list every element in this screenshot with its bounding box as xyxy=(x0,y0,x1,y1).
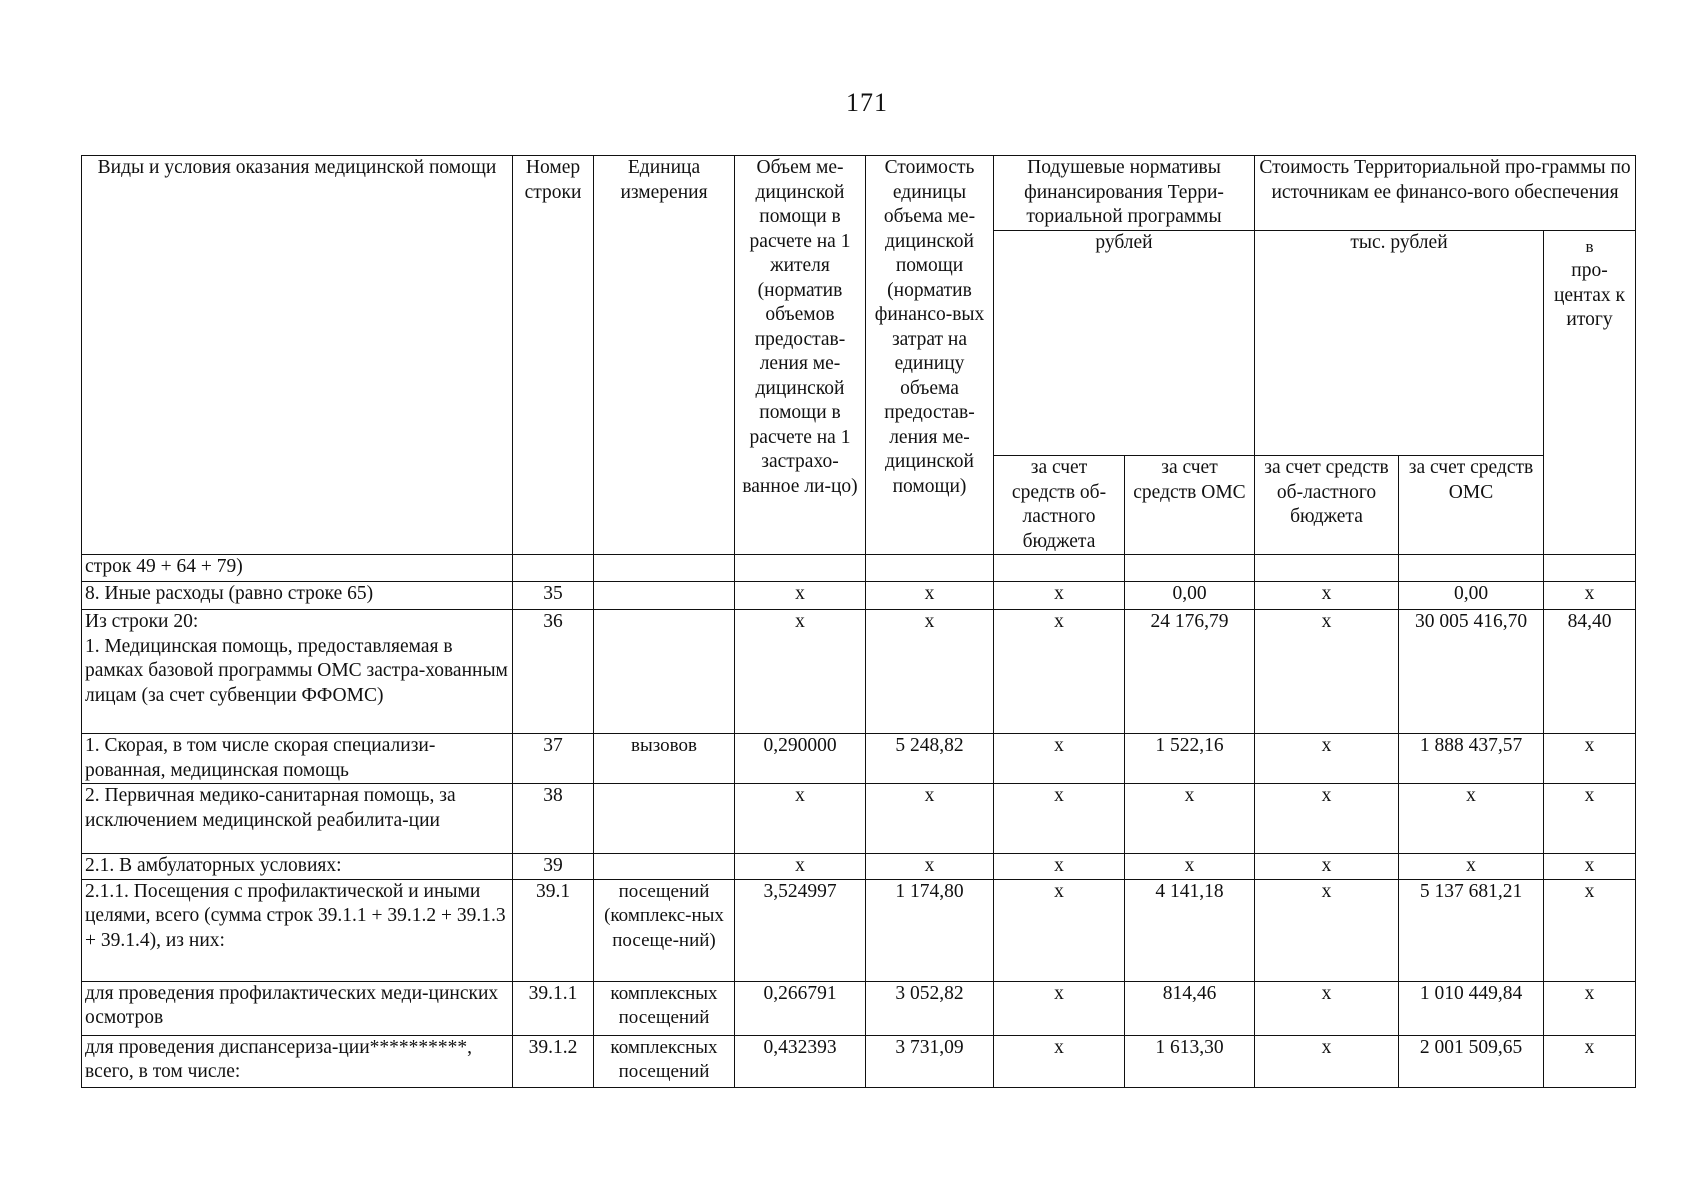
cell-percent: х xyxy=(1544,879,1636,981)
cell-cost-regional: х xyxy=(1255,854,1399,880)
header-rubles: рублей xyxy=(994,230,1255,456)
cell-per-capita-oms: 0,00 xyxy=(1125,582,1255,610)
cell-percent: х xyxy=(1544,784,1636,854)
cell-cost-regional: х xyxy=(1255,784,1399,854)
table-row xyxy=(82,582,1636,610)
cell-unit-cost: 3 731,09 xyxy=(866,1035,994,1087)
cell-volume: х xyxy=(735,854,866,880)
cell-cost-regional: х xyxy=(1255,734,1399,784)
cell-kind: 1. Скорая, в том числе скорая специализи-рованная, медицинская помощь xyxy=(82,734,513,784)
cell-cost-oms: х xyxy=(1399,784,1544,854)
cell-row-number: 36 xyxy=(513,610,594,734)
cell-unit-cost: х xyxy=(866,582,994,610)
header-unit-cost: Стоимость единицы объема ме-дицинской помощи (норматив финансо-вых затрат на единицу объема предостав-ления ме-дицинской помощи) xyxy=(866,156,994,555)
cell-volume: х xyxy=(735,610,866,734)
header-percent-text: про-центах к итогу xyxy=(1553,260,1626,330)
cell-unit: вызовов xyxy=(594,734,735,784)
cell-per-capita-oms xyxy=(1125,555,1255,582)
cell-cost-regional: х xyxy=(1255,981,1399,1035)
cell-per-capita-regional xyxy=(994,555,1125,582)
header-oms-1: за счет средств ОМС xyxy=(1125,456,1255,555)
header-oms-2: за счет средств ОМС xyxy=(1399,456,1544,555)
header-percent xyxy=(1544,230,1636,555)
cell-row-number: 39.1 xyxy=(513,879,594,981)
cell-unit xyxy=(594,582,735,610)
cell-kind: 2.1.1. Посещения с профилактической и иными целями, всего (сумма строк 39.1.1 + 39.1.2 + 39.1.3 + 39.1.4), из них: xyxy=(82,879,513,981)
cell-unit xyxy=(594,854,735,880)
cell-cost-oms: 1 010 449,84 xyxy=(1399,981,1544,1035)
header-volume: Объем ме-дицинской помощи в расчете на 1 жителя (норматив объемов предостав-ления ме-дицинской помощи в расчете на 1 застрахо-ванное ли-цо) xyxy=(735,156,866,555)
cell-cost-regional xyxy=(1255,555,1399,582)
header-thousand-rubles: тыс. рублей xyxy=(1255,230,1544,456)
cell-row-number: 38 xyxy=(513,784,594,854)
cell-per-capita-oms: х xyxy=(1125,854,1255,880)
header-kind-of-care: Виды и условия оказания медицинской помощи xyxy=(82,156,513,555)
cell-volume: 0,290000 xyxy=(735,734,866,784)
cell-per-capita-oms: 24 176,79 xyxy=(1125,610,1255,734)
cell-cost-oms: 1 888 437,57 xyxy=(1399,734,1544,784)
header-unit: Единица измерения xyxy=(594,156,735,555)
cell-row-number: 35 xyxy=(513,582,594,610)
cell-per-capita-oms: 814,46 xyxy=(1125,981,1255,1035)
cell-row-number: 39.1.1 xyxy=(513,981,594,1035)
cell-unit: посещений (комплекс-ных посеще-ний) xyxy=(594,879,735,981)
cell-percent: х xyxy=(1544,734,1636,784)
cell-volume: х xyxy=(735,784,866,854)
cell-per-capita-regional: х xyxy=(994,734,1125,784)
header-regional-budget-2: за счет средств об-ластного бюджета xyxy=(1255,456,1399,555)
cell-unit-cost: х xyxy=(866,854,994,880)
financing-table xyxy=(81,155,1636,1088)
cell-per-capita-oms: 1 522,16 xyxy=(1125,734,1255,784)
cell-kind: 8. Иные расходы (равно строке 65) xyxy=(82,582,513,610)
cell-kind: Из строки 20: 1. Медицинская помощь, предоставляемая в рамках базовой программы ОМС застра-хованным лицам (за счет субвенции ФФОМС) xyxy=(82,610,513,734)
cell-per-capita-regional: х xyxy=(994,1035,1125,1087)
cell-unit-cost: 1 174,80 xyxy=(866,879,994,981)
cell-volume: 0,266791 xyxy=(735,981,866,1035)
cell-per-capita-regional: х xyxy=(994,854,1125,880)
page-number: 171 xyxy=(846,88,888,117)
cell-cost-oms: 5 137 681,21 xyxy=(1399,879,1544,981)
cell-unit-cost: х xyxy=(866,610,994,734)
cell-percent xyxy=(1544,555,1636,582)
cell-row-number xyxy=(513,555,594,582)
cell-kind: для проведения профилактических меди-цинских осмотров xyxy=(82,981,513,1035)
cell-cost-oms: х xyxy=(1399,854,1544,880)
cell-percent: 84,40 xyxy=(1544,610,1636,734)
cell-per-capita-oms: 4 141,18 xyxy=(1125,879,1255,981)
cell-per-capita-oms: х xyxy=(1125,784,1255,854)
cell-percent: х xyxy=(1544,1035,1636,1087)
cell-unit xyxy=(594,555,735,582)
table-row xyxy=(82,1035,1636,1087)
cell-volume: 3,524997 xyxy=(735,879,866,981)
cell-per-capita-oms: 1 613,30 xyxy=(1125,1035,1255,1087)
header-per-capita-group: Подушевые нормативы финансирования Терри-ториальной программы xyxy=(994,156,1255,231)
cell-volume xyxy=(735,555,866,582)
table-body xyxy=(82,555,1636,1088)
cell-cost-oms xyxy=(1399,555,1544,582)
cell-unit xyxy=(594,784,735,854)
cell-kind: строк 49 + 64 + 79) xyxy=(82,555,513,582)
cell-row-number: 39.1.2 xyxy=(513,1035,594,1087)
cell-unit-cost: 3 052,82 xyxy=(866,981,994,1035)
cell-cost-oms: 30 005 416,70 xyxy=(1399,610,1544,734)
cell-kind: 2. Первичная медико-санитарная помощь, за исключением медицинской реабилита-ции xyxy=(82,784,513,854)
cell-per-capita-regional: х xyxy=(994,879,1125,981)
cell-per-capita-regional: х xyxy=(994,582,1125,610)
header-program-cost-group: Стоимость Территориальной про-граммы по источникам ее финансо-вого обеспечения xyxy=(1255,156,1636,231)
cell-unit: комплексных посещений xyxy=(594,981,735,1035)
header-row-number: Номер строки xyxy=(513,156,594,555)
cell-row-number: 37 xyxy=(513,734,594,784)
cell-row-number: 39 xyxy=(513,854,594,880)
cell-cost-oms: 2 001 509,65 xyxy=(1399,1035,1544,1087)
cell-unit-cost: х xyxy=(866,784,994,854)
table-row xyxy=(82,854,1636,880)
cell-kind: для проведения диспансериза-ции**********, всего, в том числе: xyxy=(82,1035,513,1087)
cell-cost-regional: х xyxy=(1255,610,1399,734)
cell-per-capita-regional: х xyxy=(994,610,1125,734)
table-row xyxy=(82,784,1636,854)
table-row xyxy=(82,879,1636,981)
cell-per-capita-regional: х xyxy=(994,981,1125,1035)
cell-cost-oms: 0,00 xyxy=(1399,582,1544,610)
table-row xyxy=(82,981,1636,1035)
cell-volume: х xyxy=(735,582,866,610)
cell-kind: 2.1. В амбулаторных условиях: xyxy=(82,854,513,880)
header-percent-v: в xyxy=(1585,236,1594,256)
table-row xyxy=(82,734,1636,784)
table-row xyxy=(82,555,1636,582)
cell-unit-cost xyxy=(866,555,994,582)
cell-percent: х xyxy=(1544,582,1636,610)
cell-unit xyxy=(594,610,735,734)
cell-cost-regional: х xyxy=(1255,582,1399,610)
cell-volume: 0,432393 xyxy=(735,1035,866,1087)
cell-cost-regional: х xyxy=(1255,879,1399,981)
cell-cost-regional: х xyxy=(1255,1035,1399,1087)
cell-unit: комплексных посещений xyxy=(594,1035,735,1087)
cell-unit-cost: 5 248,82 xyxy=(866,734,994,784)
cell-per-capita-regional: х xyxy=(994,784,1125,854)
header-regional-budget-1: за счет средств об-ластного бюджета xyxy=(994,456,1125,555)
cell-percent: х xyxy=(1544,981,1636,1035)
table-row xyxy=(82,610,1636,734)
cell-percent: х xyxy=(1544,854,1636,880)
